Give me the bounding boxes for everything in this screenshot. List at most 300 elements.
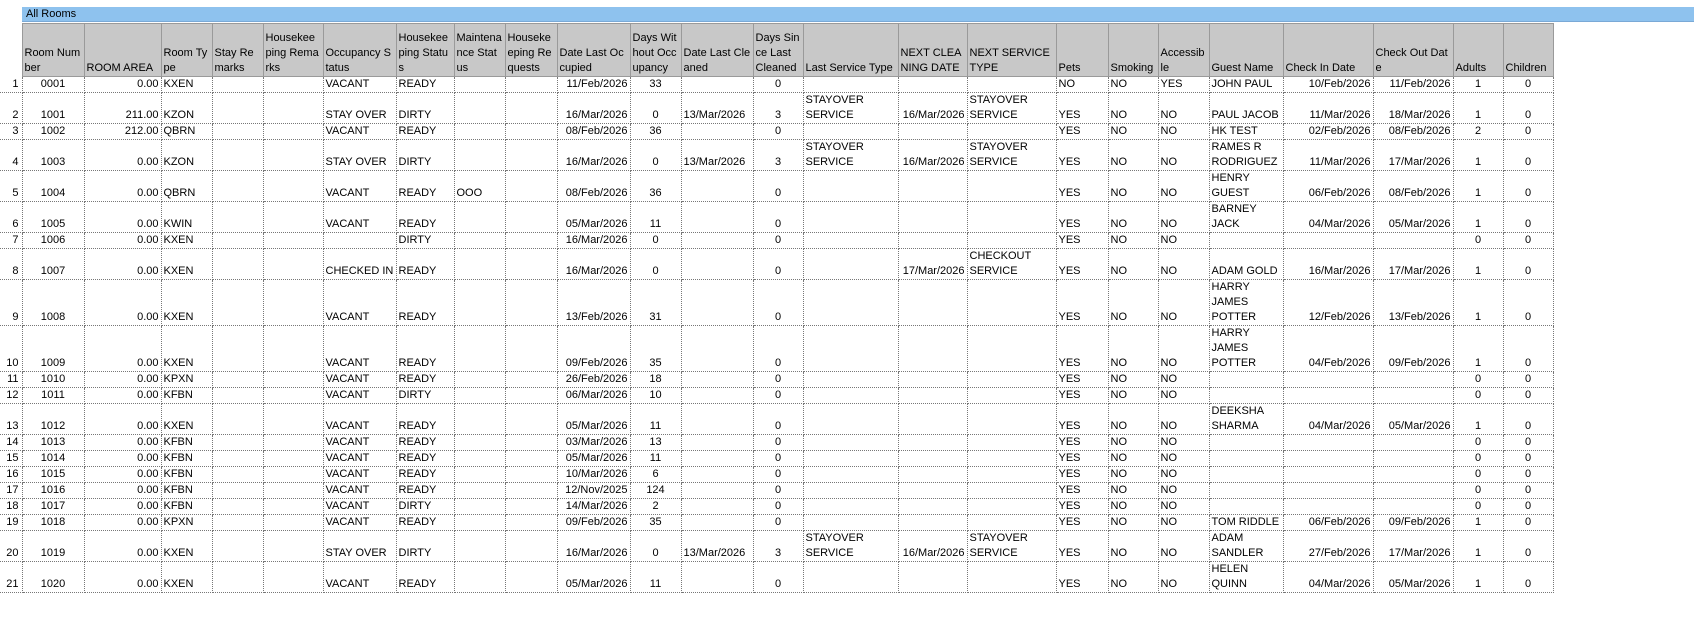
table-cell[interactable]	[263, 280, 323, 326]
table-cell[interactable]: NO	[1108, 171, 1158, 202]
table-cell[interactable]	[212, 483, 263, 499]
table-cell[interactable]: KFBN	[161, 467, 212, 483]
table-cell[interactable]: READY	[396, 467, 454, 483]
table-cell[interactable]: READY	[396, 483, 454, 499]
table-cell[interactable]	[1283, 451, 1373, 467]
table-cell[interactable]	[263, 499, 323, 515]
column-header[interactable]: Accessible	[1158, 24, 1209, 77]
table-cell[interactable]: 0.00	[84, 77, 161, 93]
table-cell[interactable]: 0	[1503, 562, 1553, 593]
table-cell[interactable]: 0	[1503, 451, 1553, 467]
table-cell[interactable]: YES	[1056, 515, 1108, 531]
table-cell[interactable]	[212, 404, 263, 435]
table-cell[interactable]: READY	[396, 326, 454, 372]
table-cell[interactable]: 0	[753, 171, 803, 202]
table-cell[interactable]	[803, 562, 898, 593]
table-cell[interactable]: KZON	[161, 93, 212, 124]
table-cell[interactable]	[681, 562, 753, 593]
table-cell[interactable]	[505, 499, 557, 515]
table-cell[interactable]	[263, 124, 323, 140]
table-cell[interactable]: VACANT	[323, 372, 396, 388]
table-cell[interactable]	[803, 388, 898, 404]
table-cell[interactable]: 0	[753, 467, 803, 483]
table-cell[interactable]	[803, 280, 898, 326]
table-cell[interactable]: DIRTY	[396, 140, 454, 171]
column-header[interactable]: Date Last Cleaned	[681, 24, 753, 77]
table-cell[interactable]: 10	[630, 388, 681, 404]
table-cell[interactable]	[263, 515, 323, 531]
table-cell[interactable]: 1	[1453, 531, 1503, 562]
table-cell[interactable]: 0	[753, 372, 803, 388]
table-cell[interactable]: NO	[1108, 372, 1158, 388]
table-cell[interactable]	[263, 467, 323, 483]
table-cell[interactable]	[967, 451, 1056, 467]
table-cell[interactable]	[454, 531, 505, 562]
table-cell[interactable]: 0	[1503, 233, 1553, 249]
table-cell[interactable]: 13/Feb/2026	[557, 280, 630, 326]
column-header[interactable]: Housekeeping Status	[396, 24, 454, 77]
table-cell[interactable]: 0.00	[84, 467, 161, 483]
table-cell[interactable]	[212, 499, 263, 515]
table-cell[interactable]: 1	[1453, 515, 1503, 531]
table-cell[interactable]	[803, 124, 898, 140]
table-cell[interactable]: NO	[1158, 483, 1209, 499]
table-cell[interactable]: 0	[630, 93, 681, 124]
table-cell[interactable]	[505, 171, 557, 202]
column-header[interactable]: ROOM AREA	[84, 24, 161, 77]
table-cell[interactable]	[1209, 483, 1283, 499]
table-cell[interactable]: NO	[1158, 93, 1209, 124]
table-cell[interactable]: 11/Feb/2026	[1373, 77, 1453, 93]
table-cell[interactable]: VACANT	[323, 451, 396, 467]
table-cell[interactable]	[681, 171, 753, 202]
table-cell[interactable]: 08/Feb/2026	[1373, 171, 1453, 202]
table-cell[interactable]: READY	[396, 451, 454, 467]
table-cell[interactable]	[967, 171, 1056, 202]
table-cell[interactable]: 1003	[22, 140, 84, 171]
table-cell[interactable]: 6	[630, 467, 681, 483]
table-cell[interactable]	[263, 233, 323, 249]
table-cell[interactable]: 0	[1453, 467, 1503, 483]
table-cell[interactable]: DIRTY	[396, 93, 454, 124]
table-cell[interactable]	[1283, 483, 1373, 499]
table-cell[interactable]: 212.00	[84, 124, 161, 140]
table-cell[interactable]	[898, 280, 967, 326]
table-cell[interactable]: NO	[1108, 388, 1158, 404]
table-cell[interactable]	[454, 483, 505, 499]
table-cell[interactable]: READY	[396, 124, 454, 140]
table-cell[interactable]	[263, 404, 323, 435]
table-cell[interactable]	[803, 249, 898, 280]
table-cell[interactable]: 0	[630, 233, 681, 249]
table-cell[interactable]: DIRTY	[396, 531, 454, 562]
table-cell[interactable]: 0	[753, 280, 803, 326]
table-cell[interactable]: STAYOVER SERVICE	[967, 531, 1056, 562]
table-cell[interactable]	[1373, 499, 1453, 515]
table-cell[interactable]: NO	[1158, 451, 1209, 467]
table-cell[interactable]: 211.00	[84, 93, 161, 124]
table-cell[interactable]	[454, 202, 505, 233]
table-cell[interactable]: 0	[1503, 124, 1553, 140]
table-cell[interactable]: 16/Mar/2026	[557, 140, 630, 171]
table-cell[interactable]: 1004	[22, 171, 84, 202]
table-cell[interactable]: DIRTY	[396, 233, 454, 249]
table-cell[interactable]: 26/Feb/2026	[557, 372, 630, 388]
table-cell[interactable]: 0	[1503, 171, 1553, 202]
table-cell[interactable]	[803, 483, 898, 499]
table-cell[interactable]: NO	[1158, 515, 1209, 531]
column-header[interactable]: Room Type	[161, 24, 212, 77]
table-cell[interactable]	[505, 435, 557, 451]
column-header[interactable]: Check In Date	[1283, 24, 1373, 77]
table-cell[interactable]	[967, 467, 1056, 483]
table-cell[interactable]: YES	[1056, 233, 1108, 249]
table-cell[interactable]: 1018	[22, 515, 84, 531]
table-cell[interactable]: 08/Feb/2026	[1373, 124, 1453, 140]
column-header[interactable]: Guest Name	[1209, 24, 1283, 77]
table-cell[interactable]: NO	[1158, 404, 1209, 435]
table-cell[interactable]: 0	[1503, 531, 1553, 562]
table-cell[interactable]: YES	[1056, 451, 1108, 467]
table-cell[interactable]	[1283, 467, 1373, 483]
table-cell[interactable]: VACANT	[323, 171, 396, 202]
table-cell[interactable]: 0001	[22, 77, 84, 93]
table-cell[interactable]: DIRTY	[396, 499, 454, 515]
table-cell[interactable]: 0	[630, 249, 681, 280]
table-cell[interactable]: KPXN	[161, 515, 212, 531]
table-cell[interactable]: 0.00	[84, 499, 161, 515]
table-cell[interactable]	[967, 77, 1056, 93]
table-cell[interactable]	[803, 326, 898, 372]
table-cell[interactable]	[505, 531, 557, 562]
table-cell[interactable]	[505, 562, 557, 593]
table-cell[interactable]	[212, 435, 263, 451]
table-cell[interactable]	[681, 435, 753, 451]
table-cell[interactable]: 0	[1453, 451, 1503, 467]
table-cell[interactable]	[263, 483, 323, 499]
table-cell[interactable]: 0.00	[84, 249, 161, 280]
table-cell[interactable]	[454, 372, 505, 388]
table-cell[interactable]: 04/Mar/2026	[1283, 202, 1373, 233]
table-cell[interactable]: NO	[1108, 233, 1158, 249]
table-cell[interactable]: 0	[753, 562, 803, 593]
table-cell[interactable]	[505, 77, 557, 93]
table-cell[interactable]: 1	[1453, 77, 1503, 93]
table-cell[interactable]: 124	[630, 483, 681, 499]
table-cell[interactable]: 0	[753, 404, 803, 435]
table-cell[interactable]	[967, 562, 1056, 593]
table-cell[interactable]	[505, 140, 557, 171]
table-cell[interactable]: NO	[1158, 233, 1209, 249]
table-cell[interactable]	[263, 388, 323, 404]
table-cell[interactable]	[454, 467, 505, 483]
table-cell[interactable]: YES	[1056, 483, 1108, 499]
table-cell[interactable]: 1001	[22, 93, 84, 124]
table-cell[interactable]: 05/Mar/2026	[557, 562, 630, 593]
table-cell[interactable]: 0	[630, 140, 681, 171]
column-header[interactable]: Room Number	[22, 24, 84, 77]
table-cell[interactable]: 16/Mar/2026	[898, 531, 967, 562]
table-cell[interactable]: YES	[1056, 467, 1108, 483]
table-cell[interactable]	[454, 124, 505, 140]
table-cell[interactable]	[681, 249, 753, 280]
table-cell[interactable]: NO	[1108, 404, 1158, 435]
table-cell[interactable]: NO	[1108, 531, 1158, 562]
table-cell[interactable]	[681, 280, 753, 326]
table-cell[interactable]	[1373, 233, 1453, 249]
table-cell[interactable]: 31	[630, 280, 681, 326]
table-cell[interactable]: NO	[1108, 140, 1158, 171]
table-cell[interactable]: NO	[1158, 280, 1209, 326]
table-cell[interactable]: NO	[1056, 77, 1108, 93]
table-cell[interactable]	[212, 93, 263, 124]
table-cell[interactable]: 06/Feb/2026	[1283, 515, 1373, 531]
table-cell[interactable]: ADAM GOLD	[1209, 249, 1283, 280]
table-cell[interactable]	[505, 404, 557, 435]
table-cell[interactable]: 17/Mar/2026	[1373, 531, 1453, 562]
table-cell[interactable]: HARRY JAMES POTTER	[1209, 280, 1283, 326]
table-cell[interactable]: VACANT	[323, 124, 396, 140]
table-cell[interactable]	[212, 249, 263, 280]
table-cell[interactable]: YES	[1056, 249, 1108, 280]
table-cell[interactable]	[898, 233, 967, 249]
table-cell[interactable]: NO	[1108, 249, 1158, 280]
table-cell[interactable]	[681, 467, 753, 483]
table-cell[interactable]: 0	[1453, 372, 1503, 388]
table-cell[interactable]: 0.00	[84, 531, 161, 562]
table-cell[interactable]: YES	[1056, 404, 1108, 435]
table-cell[interactable]	[454, 77, 505, 93]
table-cell[interactable]: NO	[1158, 171, 1209, 202]
column-header[interactable]: Smoking	[1108, 24, 1158, 77]
table-cell[interactable]	[967, 499, 1056, 515]
table-cell[interactable]	[263, 435, 323, 451]
table-cell[interactable]: 0.00	[84, 562, 161, 593]
table-cell[interactable]	[967, 388, 1056, 404]
table-cell[interactable]	[803, 233, 898, 249]
table-cell[interactable]: JOHN PAUL	[1209, 77, 1283, 93]
table-cell[interactable]: NO	[1108, 483, 1158, 499]
table-cell[interactable]	[898, 404, 967, 435]
table-cell[interactable]: STAY OVER	[323, 531, 396, 562]
table-cell[interactable]: 0	[1453, 233, 1503, 249]
table-cell[interactable]: 0.00	[84, 451, 161, 467]
table-cell[interactable]: NO	[1108, 451, 1158, 467]
table-cell[interactable]: 1007	[22, 249, 84, 280]
table-cell[interactable]: YES	[1056, 93, 1108, 124]
table-cell[interactable]: NO	[1108, 435, 1158, 451]
table-cell[interactable]: 1014	[22, 451, 84, 467]
table-cell[interactable]	[263, 249, 323, 280]
table-cell[interactable]: 11/Mar/2026	[1283, 140, 1373, 171]
table-cell[interactable]: 0	[1503, 326, 1553, 372]
table-cell[interactable]: READY	[396, 202, 454, 233]
table-cell[interactable]: STAYOVER SERVICE	[803, 531, 898, 562]
table-cell[interactable]: READY	[396, 171, 454, 202]
table-cell[interactable]: NO	[1158, 326, 1209, 372]
table-cell[interactable]: 0	[753, 435, 803, 451]
table-cell[interactable]	[1373, 451, 1453, 467]
table-cell[interactable]: 1006	[22, 233, 84, 249]
table-cell[interactable]: QBRN	[161, 124, 212, 140]
table-cell[interactable]	[505, 326, 557, 372]
table-cell[interactable]: 09/Feb/2026	[557, 326, 630, 372]
table-cell[interactable]	[454, 280, 505, 326]
table-cell[interactable]	[803, 171, 898, 202]
table-cell[interactable]: HELEN QUINN	[1209, 562, 1283, 593]
table-cell[interactable]: YES	[1056, 326, 1108, 372]
table-cell[interactable]	[212, 202, 263, 233]
table-cell[interactable]	[212, 451, 263, 467]
column-header[interactable]: NEXT CLEANING DATE	[898, 24, 967, 77]
table-cell[interactable]: 13	[630, 435, 681, 451]
table-cell[interactable]: 11	[630, 202, 681, 233]
table-cell[interactable]: NO	[1108, 202, 1158, 233]
table-cell[interactable]	[212, 467, 263, 483]
table-cell[interactable]: 0.00	[84, 280, 161, 326]
table-cell[interactable]: STAY OVER	[323, 93, 396, 124]
table-cell[interactable]: 0	[1503, 499, 1553, 515]
table-cell[interactable]: STAYOVER SERVICE	[803, 140, 898, 171]
table-cell[interactable]: 1005	[22, 202, 84, 233]
table-cell[interactable]: 13/Feb/2026	[1373, 280, 1453, 326]
table-cell[interactable]: HK TEST	[1209, 124, 1283, 140]
table-cell[interactable]: HARRY JAMES POTTER	[1209, 326, 1283, 372]
table-cell[interactable]: VACANT	[323, 202, 396, 233]
table-cell[interactable]: STAYOVER SERVICE	[803, 93, 898, 124]
table-cell[interactable]	[263, 531, 323, 562]
table-cell[interactable]: YES	[1056, 531, 1108, 562]
table-cell[interactable]	[212, 77, 263, 93]
table-cell[interactable]: 0	[1453, 435, 1503, 451]
table-cell[interactable]	[454, 435, 505, 451]
table-cell[interactable]: 17/Mar/2026	[1373, 140, 1453, 171]
table-cell[interactable]	[263, 562, 323, 593]
table-cell[interactable]	[505, 280, 557, 326]
column-header[interactable]: NEXT SERVICE TYPE	[967, 24, 1056, 77]
table-cell[interactable]	[454, 326, 505, 372]
table-cell[interactable]	[681, 372, 753, 388]
table-cell[interactable]: NO	[1158, 435, 1209, 451]
table-cell[interactable]: READY	[396, 372, 454, 388]
table-cell[interactable]	[1209, 233, 1283, 249]
table-cell[interactable]: KXEN	[161, 280, 212, 326]
table-cell[interactable]	[898, 467, 967, 483]
table-cell[interactable]: STAYOVER SERVICE	[967, 93, 1056, 124]
table-cell[interactable]: 11/Feb/2026	[557, 77, 630, 93]
table-cell[interactable]: KXEN	[161, 326, 212, 372]
table-cell[interactable]	[898, 451, 967, 467]
table-cell[interactable]: VACANT	[323, 326, 396, 372]
table-cell[interactable]	[898, 171, 967, 202]
table-cell[interactable]: 16/Mar/2026	[557, 233, 630, 249]
column-header[interactable]: Stay Remarks	[212, 24, 263, 77]
table-cell[interactable]: 0.00	[84, 233, 161, 249]
table-cell[interactable]: 1019	[22, 531, 84, 562]
table-cell[interactable]	[212, 372, 263, 388]
table-cell[interactable]: KZON	[161, 140, 212, 171]
table-cell[interactable]: READY	[396, 77, 454, 93]
table-cell[interactable]: YES	[1056, 388, 1108, 404]
table-cell[interactable]: KXEN	[161, 562, 212, 593]
table-cell[interactable]	[898, 562, 967, 593]
table-cell[interactable]	[967, 483, 1056, 499]
table-cell[interactable]: 13/Mar/2026	[681, 140, 753, 171]
table-cell[interactable]: 0	[753, 388, 803, 404]
table-cell[interactable]: 0	[1453, 499, 1503, 515]
table-cell[interactable]: 05/Mar/2026	[1373, 562, 1453, 593]
table-cell[interactable]: VACANT	[323, 562, 396, 593]
table-cell[interactable]: PAUL JACOB	[1209, 93, 1283, 124]
table-cell[interactable]: 0.00	[84, 483, 161, 499]
table-cell[interactable]: VACANT	[323, 404, 396, 435]
table-cell[interactable]: 0	[753, 499, 803, 515]
table-cell[interactable]	[263, 372, 323, 388]
table-cell[interactable]: 1012	[22, 404, 84, 435]
table-cell[interactable]: 1	[1453, 326, 1503, 372]
table-cell[interactable]: NO	[1108, 515, 1158, 531]
table-cell[interactable]: YES	[1056, 124, 1108, 140]
table-cell[interactable]: 0	[1453, 388, 1503, 404]
table-cell[interactable]: 0	[1503, 435, 1553, 451]
table-cell[interactable]: NO	[1158, 562, 1209, 593]
table-cell[interactable]: YES	[1056, 202, 1108, 233]
table-cell[interactable]: 1	[1453, 140, 1503, 171]
table-cell[interactable]	[898, 388, 967, 404]
table-cell[interactable]: 1002	[22, 124, 84, 140]
table-cell[interactable]: NO	[1108, 326, 1158, 372]
table-cell[interactable]: READY	[396, 515, 454, 531]
table-cell[interactable]: KXEN	[161, 233, 212, 249]
table-cell[interactable]: NO	[1158, 249, 1209, 280]
table-cell[interactable]: RAMES R RODRIGUEZ	[1209, 140, 1283, 171]
table-cell[interactable]: 1008	[22, 280, 84, 326]
table-cell[interactable]: VACANT	[323, 77, 396, 93]
table-cell[interactable]: NO	[1158, 467, 1209, 483]
table-cell[interactable]	[505, 451, 557, 467]
table-cell[interactable]: YES	[1158, 77, 1209, 93]
table-cell[interactable]: 12/Nov/2025	[557, 483, 630, 499]
table-cell[interactable]: 08/Feb/2026	[557, 124, 630, 140]
table-cell[interactable]: 16/Mar/2026	[557, 93, 630, 124]
table-cell[interactable]: READY	[396, 280, 454, 326]
table-cell[interactable]: VACANT	[323, 515, 396, 531]
table-cell[interactable]	[967, 372, 1056, 388]
table-cell[interactable]: 1	[1453, 562, 1503, 593]
table-cell[interactable]	[681, 202, 753, 233]
table-cell[interactable]	[681, 451, 753, 467]
table-cell[interactable]: VACANT	[323, 499, 396, 515]
table-cell[interactable]: 05/Mar/2026	[557, 404, 630, 435]
table-cell[interactable]: 03/Mar/2026	[557, 435, 630, 451]
table-cell[interactable]: KWIN	[161, 202, 212, 233]
table-cell[interactable]: YES	[1056, 280, 1108, 326]
table-cell[interactable]	[967, 202, 1056, 233]
table-cell[interactable]: 09/Feb/2026	[1373, 326, 1453, 372]
table-cell[interactable]	[967, 404, 1056, 435]
table-cell[interactable]: 17/Mar/2026	[898, 249, 967, 280]
table-cell[interactable]	[967, 326, 1056, 372]
table-cell[interactable]: ADAM SANDLER	[1209, 531, 1283, 562]
table-cell[interactable]: DIRTY	[396, 388, 454, 404]
table-cell[interactable]	[898, 515, 967, 531]
table-cell[interactable]	[898, 202, 967, 233]
table-cell[interactable]: 35	[630, 326, 681, 372]
table-cell[interactable]: 0	[630, 531, 681, 562]
table-cell[interactable]: 0.00	[84, 388, 161, 404]
table-cell[interactable]	[505, 249, 557, 280]
table-cell[interactable]	[505, 388, 557, 404]
